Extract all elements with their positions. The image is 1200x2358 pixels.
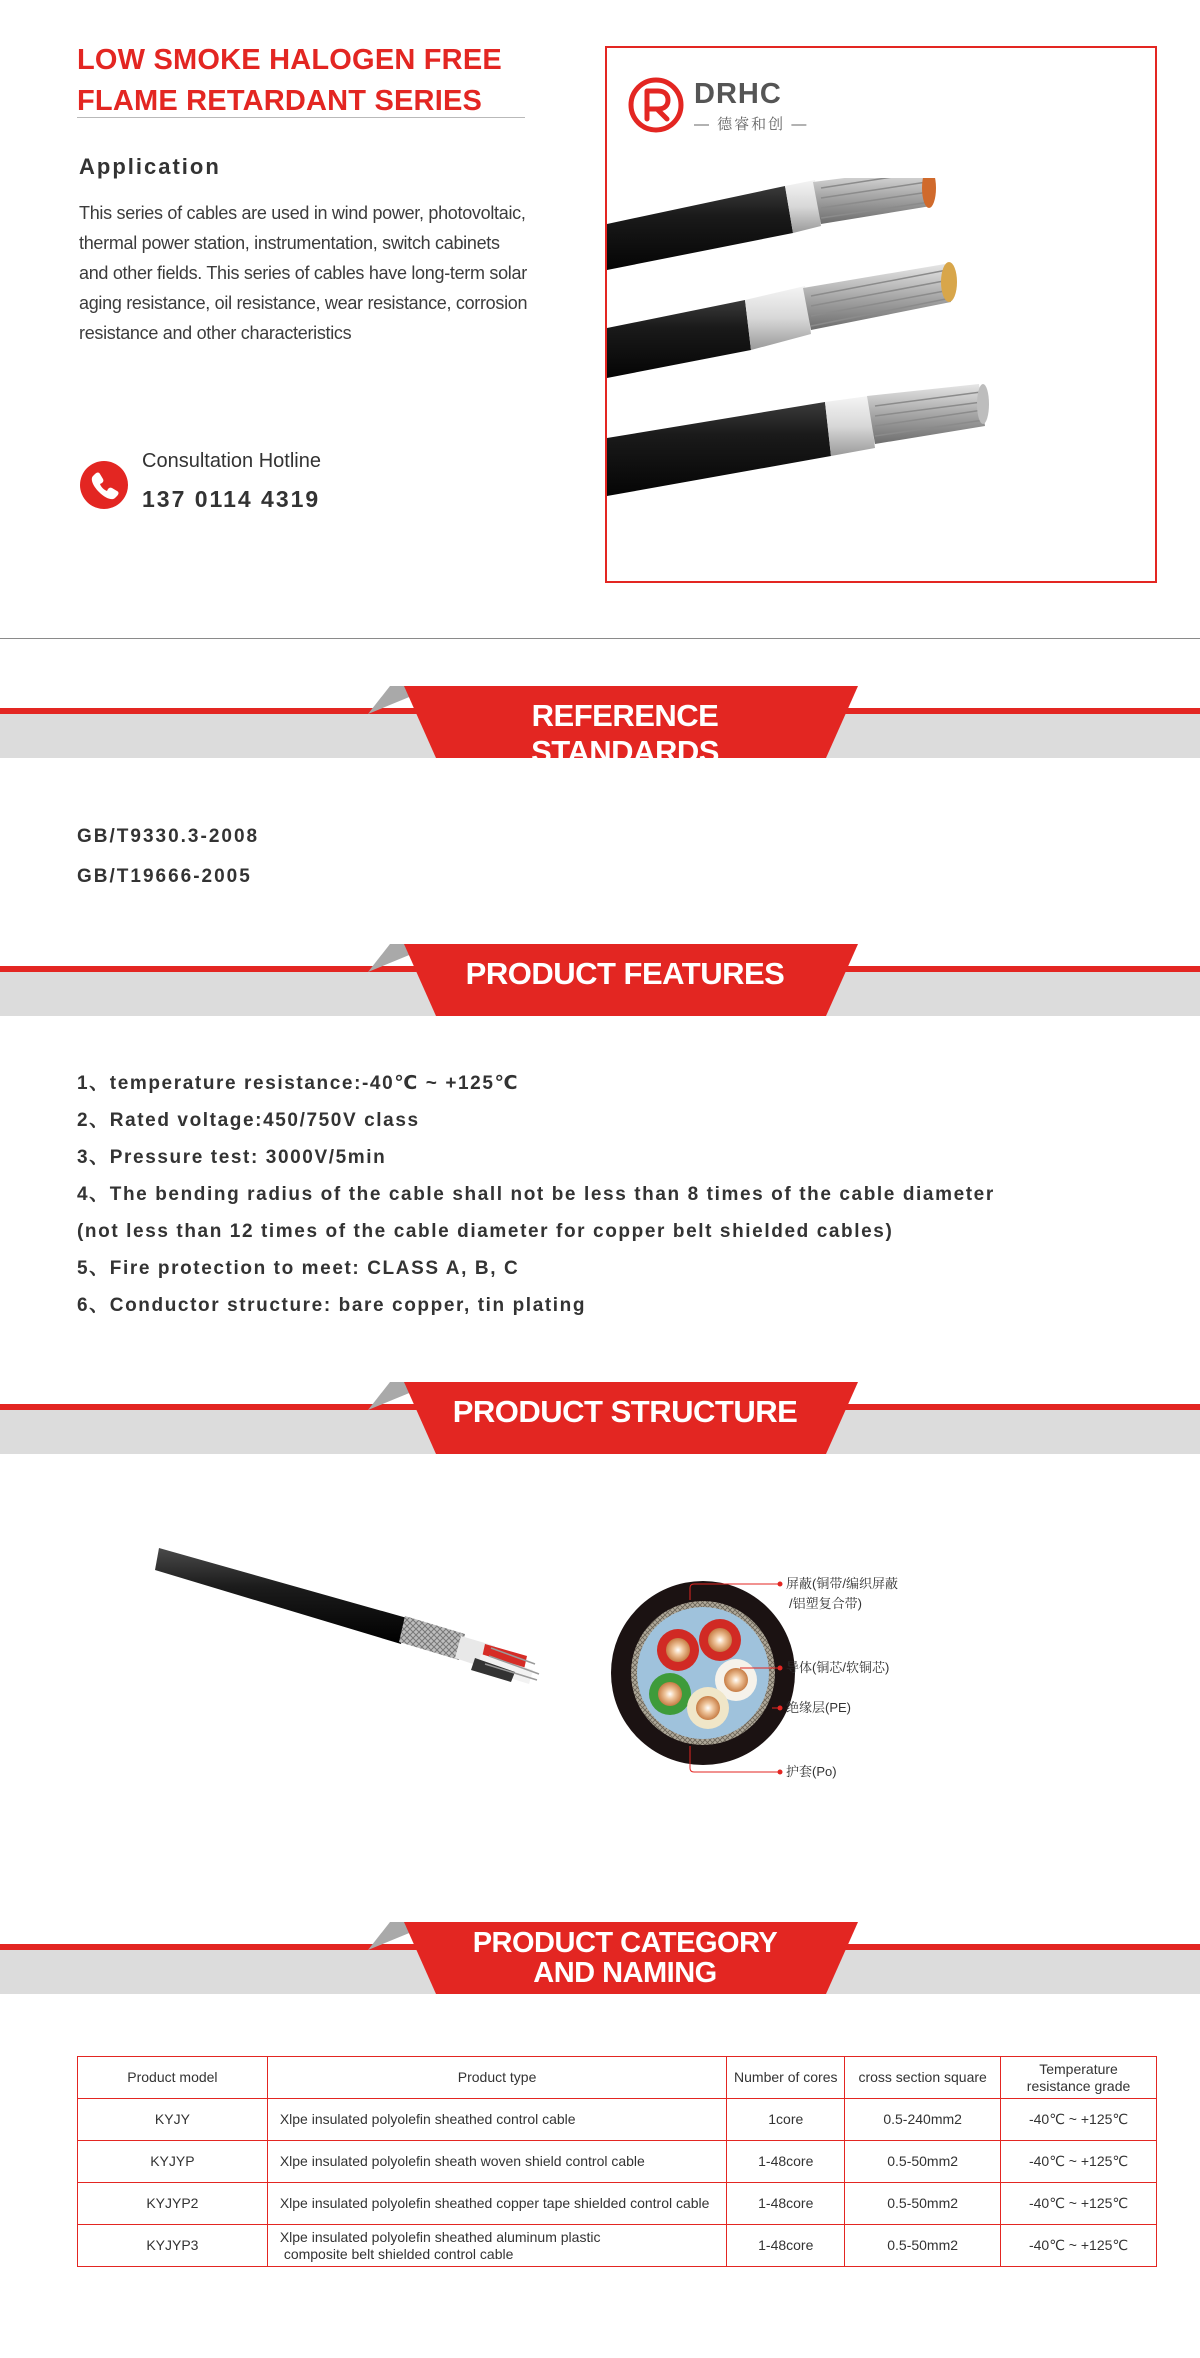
brand-name: DRHC: [694, 78, 782, 110]
hotline-label: Consultation Hotline: [142, 450, 321, 472]
cell-type: [267, 2141, 727, 2183]
feature-item: 1、temperature resistance:-40℃ ~ +125℃: [77, 1073, 520, 1094]
feature-item: 3、Pressure test: 3000V/5min: [77, 1147, 387, 1168]
application-heading: Application: [79, 154, 221, 179]
cell-type-line2: composite belt shielded control cable: [283, 2245, 514, 2262]
table-header-row: [78, 2057, 1157, 2099]
cell-model: KYJYP2: [78, 2183, 268, 2225]
table-row: [78, 2099, 1157, 2141]
cell-temp: -40℃ ~ +125℃: [1001, 2183, 1157, 2225]
cell-model: KYJY: [78, 2099, 268, 2141]
callout-insulation: 绝缘层(PE): [786, 1700, 852, 1715]
section-banner-category: [0, 1922, 1200, 1994]
cell-type: [267, 2225, 727, 2267]
callout-conductor: 导体(铜芯/软铜芯): [786, 1660, 890, 1675]
header-product-model: Product model: [78, 2057, 268, 2099]
cable-product-photo: [607, 178, 1157, 578]
section-title-structure: PRODUCT STRUCTURE: [452, 1394, 798, 1429]
table-row: [78, 2225, 1157, 2267]
phone-icon: [79, 460, 129, 510]
header-cross-section: cross section square: [845, 2057, 1001, 2099]
feature-item: (not less than 12 times of the cable diameter for copper belt shielded cables): [77, 1221, 894, 1242]
cell-cores: 1core: [727, 2099, 845, 2141]
hero-title: [77, 40, 525, 122]
product-naming-table: [77, 2056, 1157, 2267]
cell-type: [267, 2183, 727, 2225]
header-temp-line1: Temperature: [1039, 2060, 1118, 2077]
product-image-frame: [605, 46, 1157, 583]
section-title-category-line2: AND NAMING: [533, 1957, 717, 1989]
cell-type-line1: Xlpe insulated polyolefin sheath woven shield control cable: [279, 2153, 645, 2169]
feature-item: 5、Fire protection to meet: CLASS A, B, C: [77, 1258, 520, 1279]
feature-item: 4、The bending radius of the cable shall not be less than 8 times of the cable diameter: [77, 1184, 995, 1205]
table-row: [78, 2141, 1157, 2183]
cell-temp: -40℃ ~ +125℃: [1001, 2225, 1157, 2267]
section-title-category-line1: PRODUCT CATEGORY: [472, 1927, 778, 1959]
cell-cores: 1-48core: [727, 2183, 845, 2225]
brand-subtitle: — 德睿和创 —: [694, 116, 809, 133]
cell-cores: 1-48core: [727, 2141, 845, 2183]
callout-sheath: 护套(Po): [786, 1764, 837, 1779]
standards-list: [77, 817, 259, 897]
standard-item: GB/T19666-2005: [77, 866, 252, 887]
cell-cores: 1-48core: [727, 2225, 845, 2267]
header-product-type: Product type: [267, 2057, 727, 2099]
features-list: [77, 1065, 1167, 1324]
cell-cross: 0.5-240mm2: [845, 2099, 1001, 2141]
hotline-number[interactable]: 137 0114 4319: [142, 486, 321, 512]
cell-temp: -40℃ ~ +125℃: [1001, 2099, 1157, 2141]
cell-model: KYJYP3: [78, 2225, 268, 2267]
callout-shield-line1: 屏蔽(铜带/编织屏蔽: [786, 1576, 898, 1591]
hero-title-line2: FLAME RETARDANT SERIES: [77, 85, 483, 117]
table-row: [78, 2183, 1157, 2225]
drhc-logo-icon: [627, 76, 685, 134]
cell-temp: -40℃ ~ +125℃: [1001, 2141, 1157, 2183]
section-title-category: [440, 1928, 810, 1988]
application-body: This series of cables are used in wind power, photovoltaic, thermal power station, instrumentation, switch cabinets and other fields. This series of cables have long-term solar aging resistance, oil resistance, wear resistance, corrosion resistance and other characteristics: [79, 203, 528, 343]
cell-cross: 0.5-50mm2: [845, 2225, 1001, 2267]
cell-cross: 0.5-50mm2: [845, 2183, 1001, 2225]
cell-cross: 0.5-50mm2: [845, 2141, 1001, 2183]
section-banner-features: [0, 944, 1200, 1016]
cell-model: KYJYP: [78, 2141, 268, 2183]
hero-title-rule: [77, 117, 525, 118]
header-temperature-grade: [1001, 2057, 1157, 2099]
section-title-standards: REFERENCE STANDARDS: [531, 698, 719, 769]
callout-shield: [786, 1574, 898, 1614]
feature-item: 2、Rated voltage:450/750V class: [77, 1110, 420, 1131]
hero-title-line1: LOW SMOKE HALOGEN FREE: [77, 44, 502, 76]
cell-type-line1: Xlpe insulated polyolefin sheathed control cable: [279, 2111, 576, 2127]
cell-type: [267, 2099, 727, 2141]
section-title-features: PRODUCT FEATURES: [465, 956, 785, 991]
header-number-of-cores: Number of cores: [727, 2057, 845, 2099]
standard-item: GB/T9330.3-2008: [77, 826, 260, 847]
section-banner-structure: [0, 1382, 1200, 1454]
section-banner-standards: [0, 686, 1200, 769]
cable-side-view-illustration: [155, 1548, 585, 1718]
cell-type-line1: Xlpe insulated polyolefin sheathed aluminum plastic: [279, 2228, 601, 2245]
callout-shield-line2: /铝塑复合带): [789, 1596, 862, 1611]
header-temp-line2: resistance grade: [1026, 2077, 1131, 2094]
cell-type-line1: Xlpe insulated polyolefin sheathed copper tape shielded control cable: [279, 2195, 710, 2211]
page-divider: [0, 638, 1200, 639]
feature-item: 6、Conductor structure: bare copper, tin plating: [77, 1295, 587, 1316]
